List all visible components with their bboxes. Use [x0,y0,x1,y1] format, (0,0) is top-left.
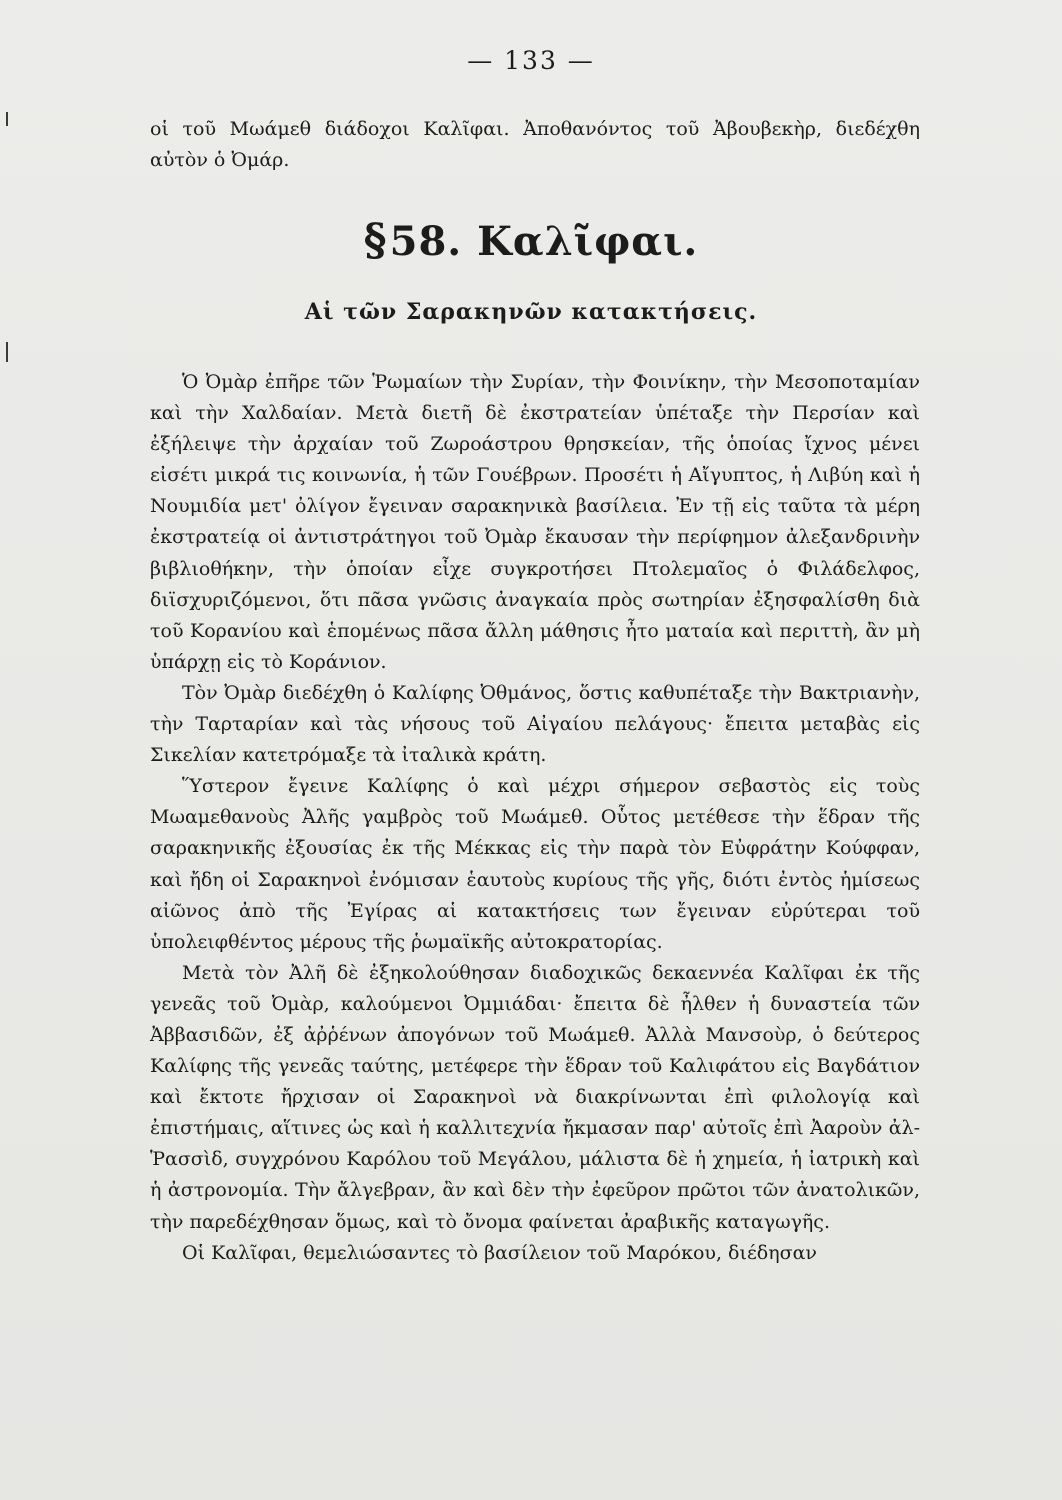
section-subtitle: Αἱ τῶν Σαρακηνῶν κατακτήσεις. [304,299,758,325]
paragraph: Τὸν Ὀμὰρ διεδέχθη ὁ Καλίφης Ὀθμάνος, ὅστις καθυπέταξε τὴν Βακτριανὴν, τὴν Ταρταρίαν καὶ τὰς νήσους τοῦ Αἰγαίου πελάγους· ἔπειτα μεταβὰς εἰς Σικελίαν κατετρόμαξε τὰ ἰταλικὰ κράτη. [150,681,920,767]
intro-paragraph [150,114,920,175]
intro-text: οἱ τοῦ Μωάμεθ διάδοχοι Καλῖφαι. Ἀποθανόντος τοῦ Ἀβουβεκὴρ, διεδέχθη αὐτὸν ὁ Ὀμάρ. [150,118,920,171]
body-text [150,367,920,1269]
section-title: 58. Καλῖφαι. [389,218,699,265]
page-number: — 133 — [467,46,595,75]
section-sign-icon: § [363,215,388,266]
paragraph: Ὁ Ὀμὰρ ἐπῆρε τῶν Ῥωμαίων τὴν Συρίαν, τὴν Φοινίκην, τὴν Μεσοποταμίαν καὶ τὴν Χαλδαίαν. Μετὰ διετῆ δὲ ἐκστρατείαν ὑπέταξε τὴν Περσίαν καὶ ἐξήλειψε τὴν ἀρχαίαν τοῦ Ζωροάστρου θρησκείαν, τῆς ὁποίας ἴχνος μένει εἰσέτι μικρά τις κοινωνία, ἡ τῶν Γουέβρων. Προσέτι ἡ Αἴγυπτος, ἡ Λιβύη καὶ ἡ Νουμιδία μετ' ὀλίγον ἔγειναν σαρακηνικὰ βασίλεια. Ἐν τῇ εἰς ταῦτα τὰ μέρη ἐκστρατείᾳ οἱ ἀντιστράτηγοι τοῦ Ὀμὰρ ἔκαυσαν τὴν περίφημον ἀλεξανδρινὴν βιβλιοθήκην, τὴν ὁποίαν εἶχε συγκροτήσει Πτολεμαῖος ὁ Φιλάδελφος, διϊσχυριζόμενοι, ὅτι πᾶσα γνῶσις ἀναγκαία πρὸς σωτηρίαν ἐξησφαλίσθη διὰ τοῦ Κορανίου καὶ ἑπομένως πᾶσα ἄλλη μάθησις ἦτο ματαία καὶ περιττὴ, ἂν μὴ ὑπάρχῃ εἰς τὸ Κοράνιον. [150,371,920,673]
paragraph: Μετὰ τὸν Ἀλῆ δὲ ἐξηκολούθησαν διαδοχικῶς δεκαεννέα Καλῖφαι ἐκ τῆς γενεᾶς τοῦ Ὀμὰρ, καλούμενοι Ὀμμιάδαι· ἔπειτα δὲ ἦλθεν ἡ δυναστεία τῶν Ἀββασιδῶν, ἐξ ἀῤῥένων ἀπογόνων τοῦ Μωάμεθ. Ἀλλὰ Μανσοὺρ, ὁ δεύτερος Καλίφης τῆς γενεᾶς ταύτης, μετέφερε τὴν ἕδραν τοῦ Καλιφάτου εἰς Βαγδάτιον καὶ ἔκτοτε ἤρχισαν οἱ Σαρακηνοὶ νὰ διακρίνωνται ἐπὶ φιλολογίᾳ καὶ ἐπιστήμαις, αἵτινες ὡς καὶ ἡ καλλιτεχνία ἤκμασαν παρ' αὐτοῖς ἐπὶ Ἀαροὺν ἀλ-Ῥασσὶδ, συγχρόνου Καρόλου τοῦ Μεγάλου, μάλιστα δὲ ἡ χημεία, ἡ ἰατρικὴ καὶ ἡ ἀστρονομία. Τὴν ἄλγεβραν, ἂν καὶ δὲν τὴν ἐφεῦρον πρῶτοι τῶν ἀνατολικῶν, τὴν παρεδέχθησαν ὅμως, καὶ τὸ ὄνομα φαίνεται ἀραβικῆς καταγωγῆς. [150,961,920,1233]
paragraph: Ὕστερον ἔγεινε Καλίφης ὁ καὶ μέχρι σήμερον σεβαστὸς εἰς τοὺς Μωαμεθανοὺς Ἀλῆς γαμβρὸς τοῦ Μωάμεθ. Οὗτος μετέθεσε τὴν ἕδραν τῆς σαρακηνικῆς ἐξουσίας ἐκ τῆς Μέκκας εἰς τὴν παρὰ τὸν Εὐφράτην Κούφφαν, καὶ ἤδη οἱ Σαρακηνοὶ ἐνόμισαν ἑαυτοὺς κυρίους τῆς γῆς, διότι ἐντὸς ἡμίσεως αἰῶνος ἀπὸ τῆς Ἐγίρας αἱ κατακτήσεις των ἔγειναν εὐρύτεραι τοῦ ὑπολειφθέντος μέρους τῆς ῥωμαϊκῆς αὐτοκρατορίας. [150,775,920,953]
section-heading [0,215,1062,266]
margin-mark [6,112,8,126]
paragraph: Οἱ Καλῖφαι, θεμελιώσαντες τὸ βασίλειον τοῦ Μαρόκου, διέδησαν [182,1241,817,1264]
margin-mark [6,342,8,362]
